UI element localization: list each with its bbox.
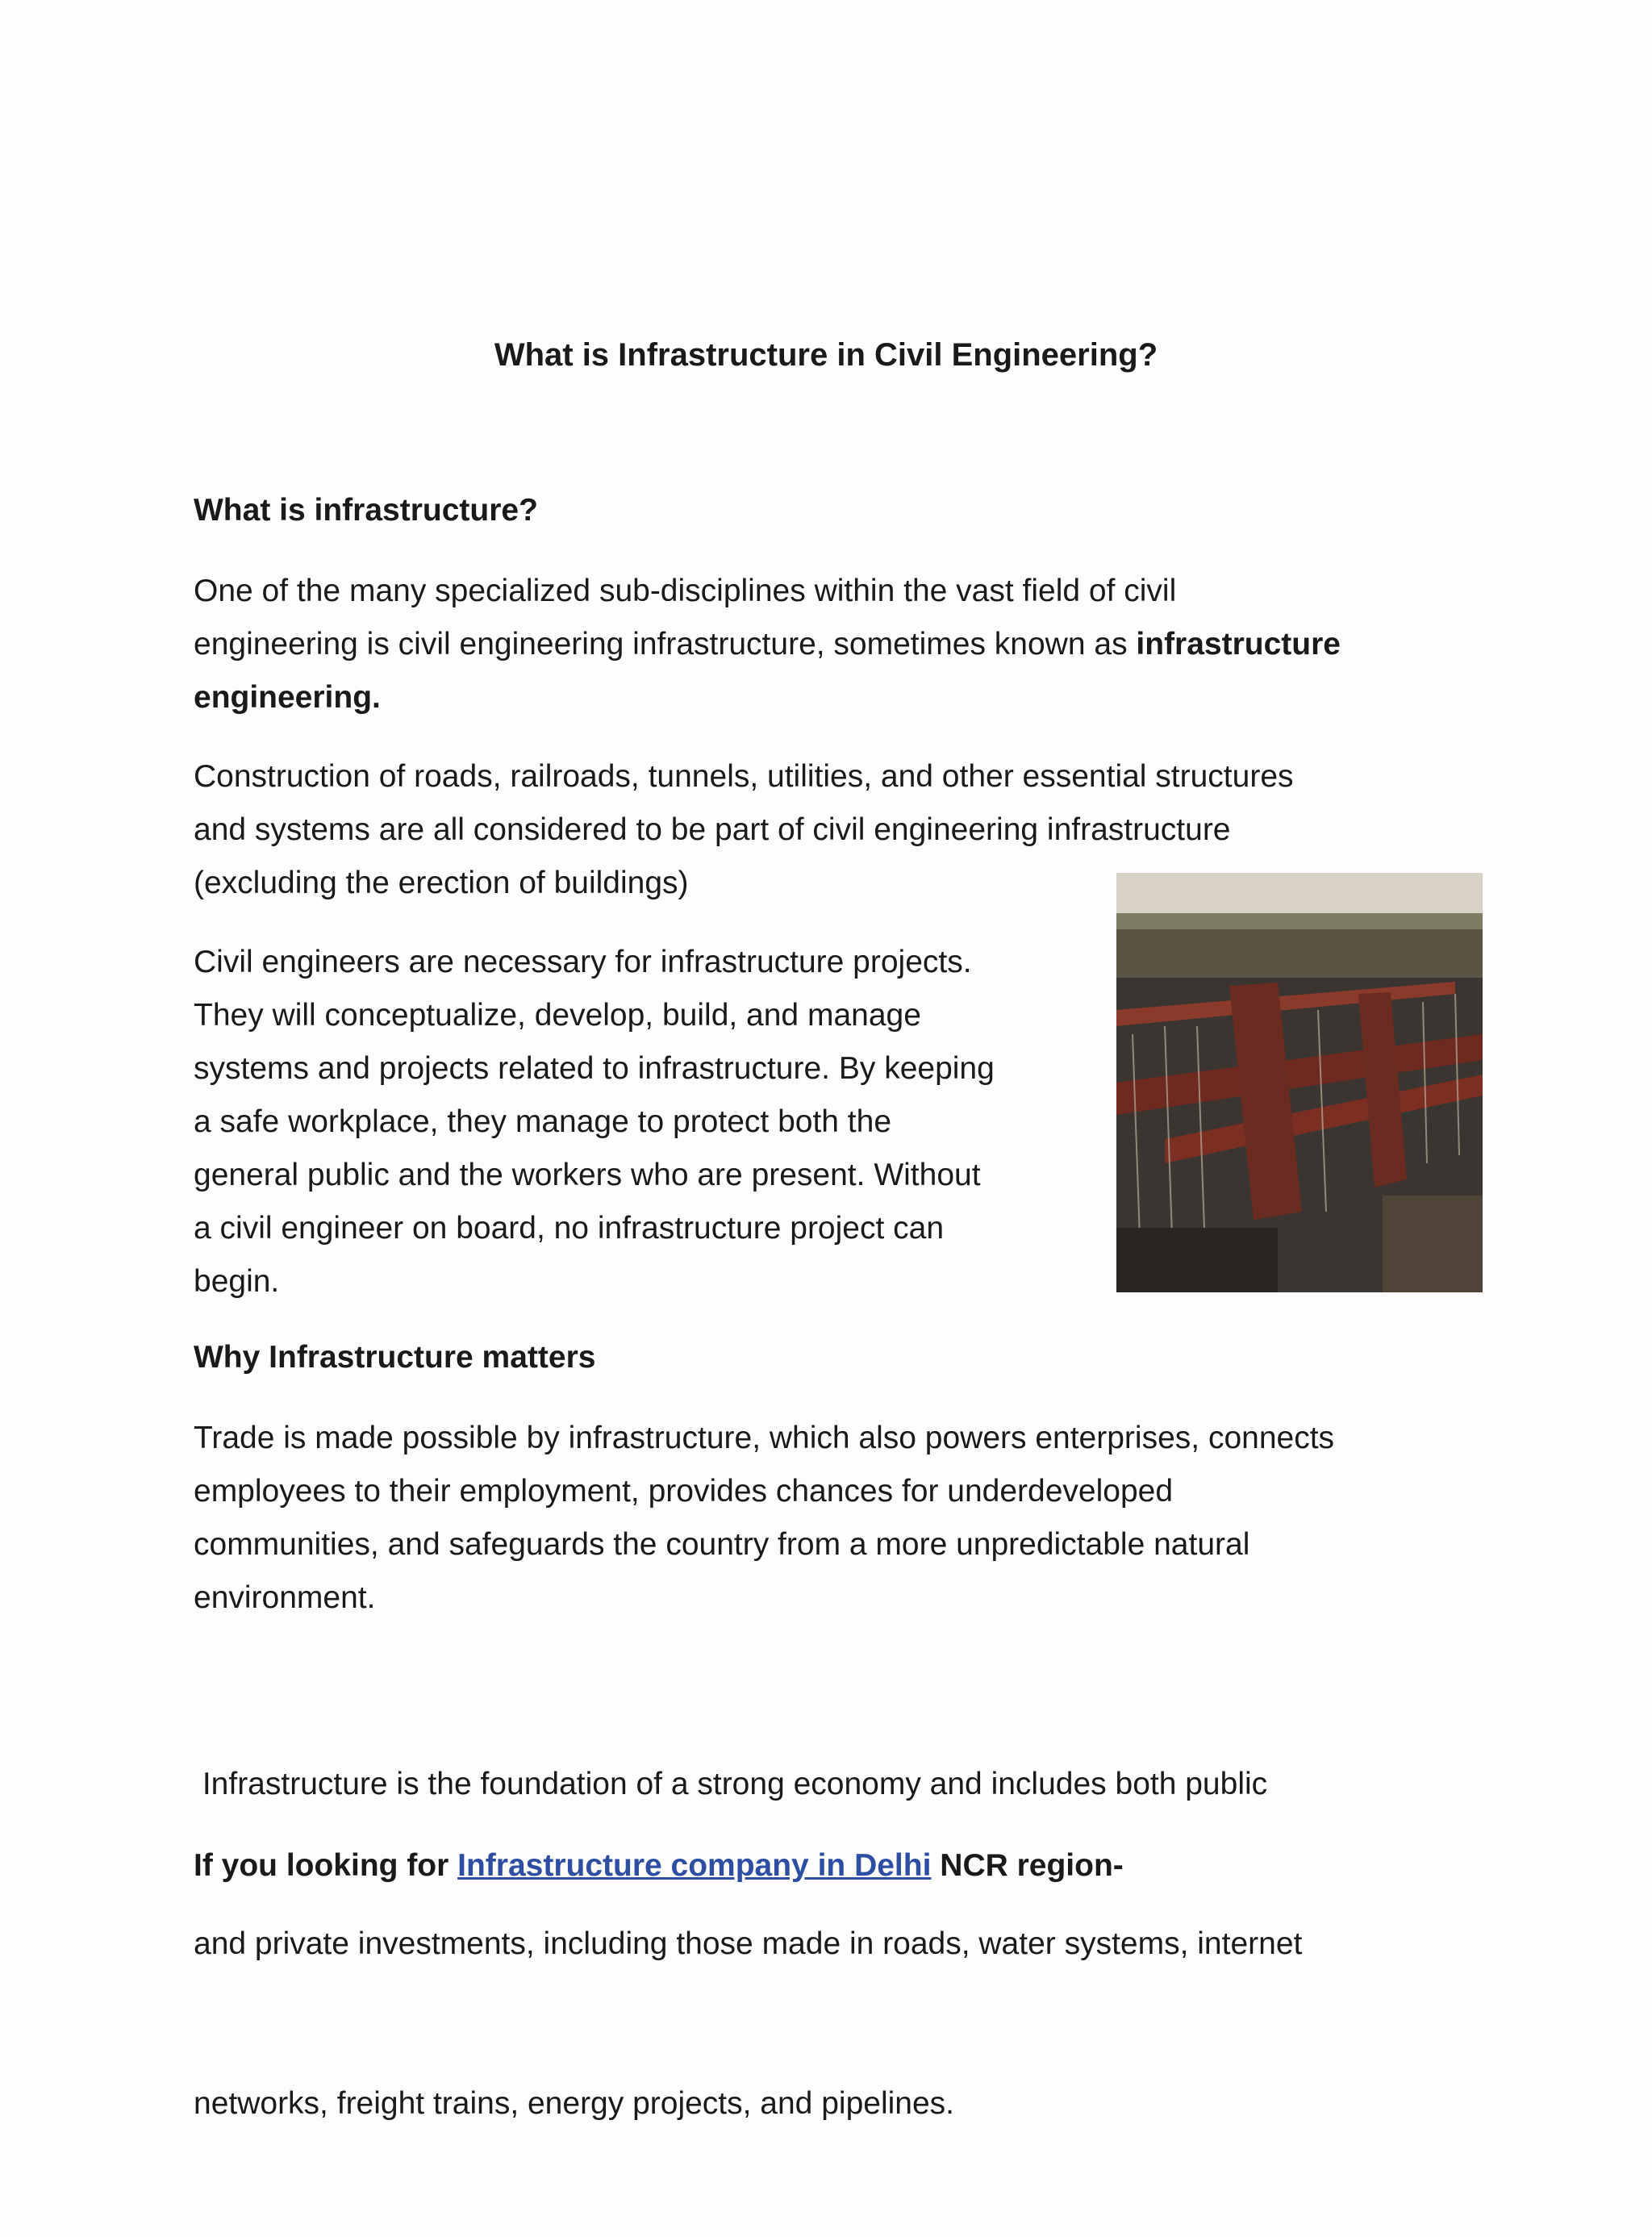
paragraph-line: a safe workplace, they manage to protect both the <box>194 1104 892 1139</box>
paragraph-line: and systems are all considered to be part of civil engineering infrastructure <box>194 812 1231 847</box>
paragraph-line: general public and the workers who are present. Without <box>194 1158 981 1192</box>
paragraph-line: employees to their employment, provides chances for underdeveloped <box>194 1474 1174 1509</box>
paragraph-line: They will conceptualize, develop, build, and manage <box>194 998 921 1033</box>
paragraph-definition <box>194 565 1468 724</box>
infrastructure-company-link[interactable]: Infrastructure company in Delhi <box>457 1848 932 1883</box>
paragraph-line: and private investments, including those made in roads, water systems, internet <box>194 1926 1303 1961</box>
paragraph-line: communities, and safeguards the country from a more unpredictable natural <box>194 1527 1250 1562</box>
cta-prefix: If you looking for <box>194 1848 458 1883</box>
paragraph-line: Civil engineers are necessary for infrastructure projects. <box>194 945 972 979</box>
paragraph-line: systems and projects related to infrastructure. By keeping <box>194 1051 995 1086</box>
document-title: What is Infrastructure in Civil Engineering? <box>494 337 1158 373</box>
section-heading-why-infrastructure-matters: Why Infrastructure matters <box>194 1340 596 1375</box>
paragraph-line: environment. <box>194 1580 376 1615</box>
call-to-action <box>194 1839 1124 1893</box>
paragraph-line: Construction of roads, railroads, tunnels, utilities, and other essential structures <box>194 759 1294 794</box>
paragraph-line <box>194 618 1468 671</box>
paragraph-text: engineering is civil engineering infrastructure, sometimes known as <box>194 627 1137 662</box>
paragraph-line: networks, freight trains, energy projects, and pipelines. <box>194 2086 954 2121</box>
paragraph-foundation <box>194 1651 1468 2237</box>
paragraph-line: Trade is made possible by infrastructure, which also powers enterprises, connects <box>194 1421 1335 1455</box>
paragraph-line: (excluding the erection of buildings) <box>194 866 689 900</box>
paragraph-line: Infrastructure is the foundation of a strong economy and includes both public <box>194 1767 1268 1801</box>
paragraph-line: One of the many specialized sub-disciplines within the vast field of civil <box>194 574 1177 608</box>
cta-suffix: NCR region- <box>931 1848 1124 1883</box>
section-heading-what-is-infrastructure: What is infrastructure? <box>194 493 538 528</box>
paragraph-line: begin. <box>194 1264 280 1299</box>
bold-term: engineering. <box>194 680 381 715</box>
paragraph-trade <box>194 1412 1468 1625</box>
paragraph-civil-engineers <box>194 936 1091 1308</box>
paragraph-line: a civil engineer on board, no infrastructure project can <box>194 1211 945 1246</box>
bold-term: infrastructure <box>1136 627 1341 662</box>
construction-site-photo <box>1116 873 1483 1292</box>
